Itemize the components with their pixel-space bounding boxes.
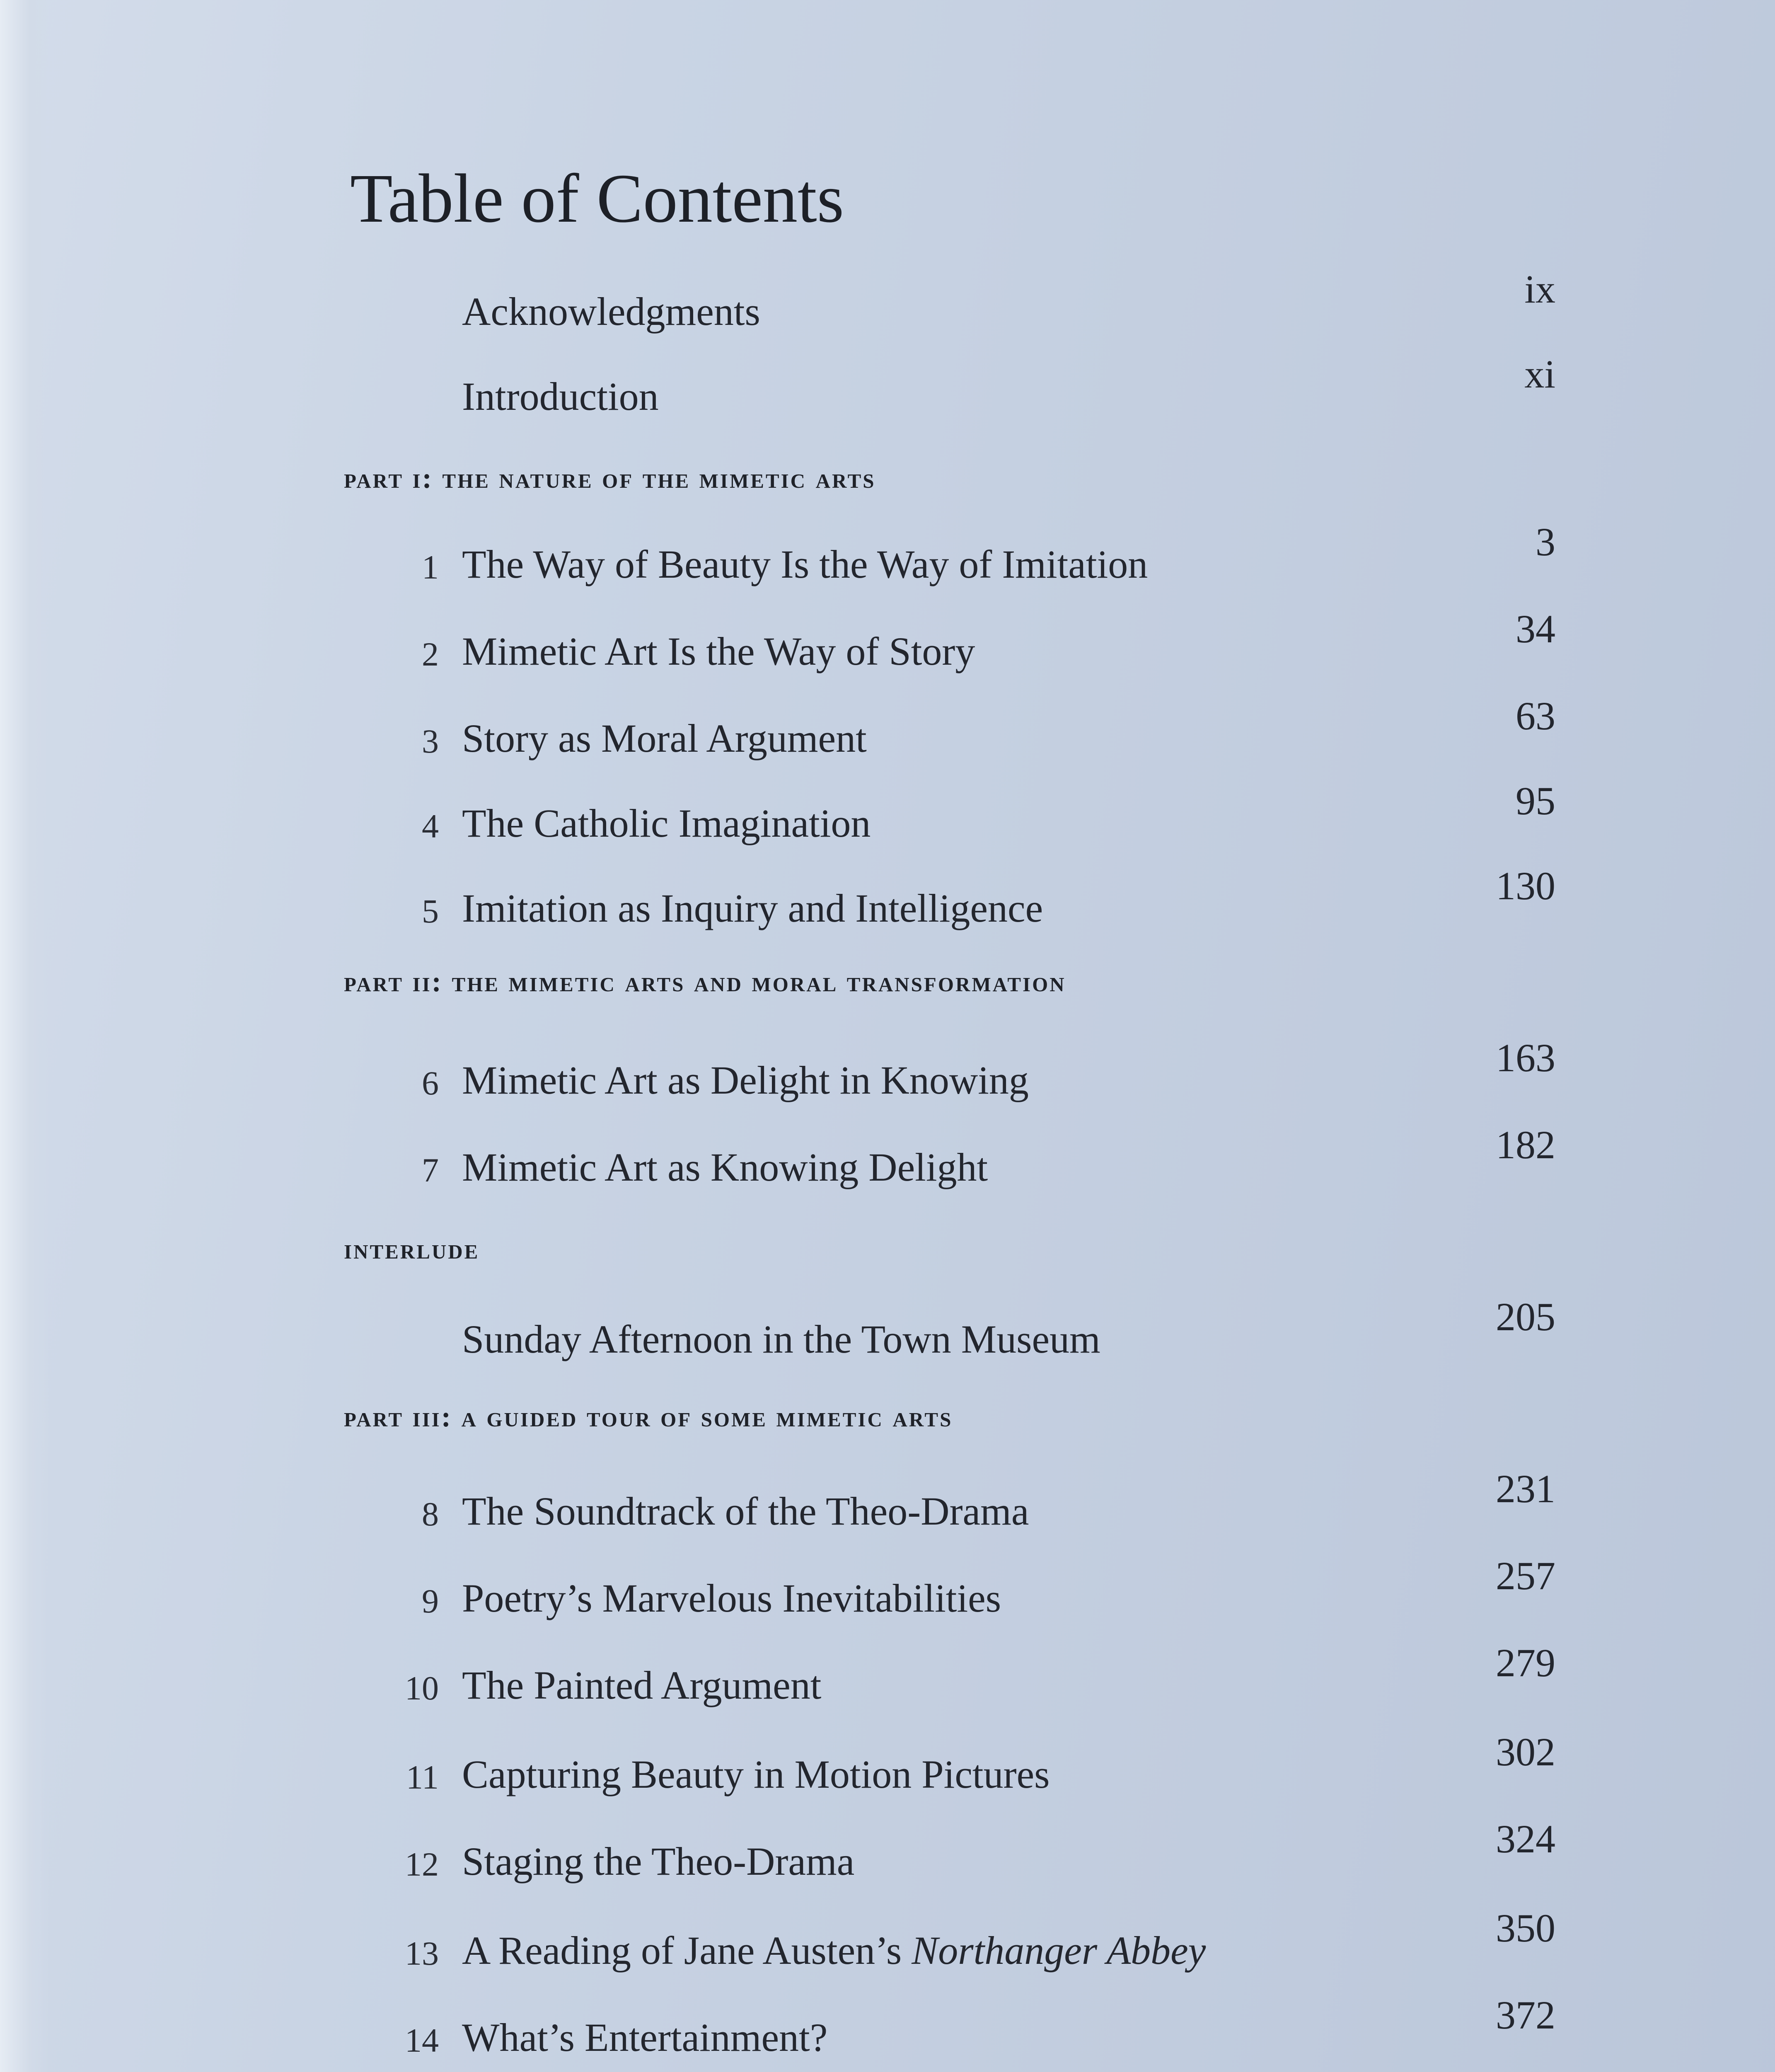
entry-page: 257 <box>1496 1554 1555 1598</box>
entry-title: Imitation as Inquiry and Intelligence <box>462 886 1043 930</box>
entry-title: Staging the Theo-Drama <box>462 1839 855 1883</box>
toc-entry <box>0 1807 1775 1894</box>
entry-page: 231 <box>1496 1467 1555 1511</box>
chapter-number: 3 <box>422 722 439 760</box>
entry-title: What’s Entertainment? <box>462 2015 828 2060</box>
toc-entry <box>0 1113 1775 1200</box>
part-heading: part iii: a guided tour of some mimetic arts <box>344 1401 953 1433</box>
toc-entry <box>0 684 1775 771</box>
chapter-number: 10 <box>405 1669 439 1707</box>
chapter-number: 14 <box>405 2021 439 2059</box>
chapter-number: 7 <box>422 1151 439 1189</box>
entry-title: Story as Moral Argument <box>462 716 867 760</box>
entry-page: 324 <box>1496 1817 1555 1861</box>
entry-page: 279 <box>1496 1641 1555 1685</box>
toc-entry <box>0 1544 1775 1631</box>
entry-page: 163 <box>1496 1036 1555 1080</box>
chapter-number: 9 <box>422 1582 439 1620</box>
chapter-number: 6 <box>422 1064 439 1102</box>
entry-title: Mimetic Art Is the Way of Story <box>462 629 975 673</box>
entry-title: The Way of Beauty Is the Way of Imitation <box>462 542 1148 586</box>
entry-page: 34 <box>1516 607 1555 651</box>
toc-entry-acknowledgments <box>0 257 1775 344</box>
entry-title <box>462 1928 1206 1973</box>
entry-page: 130 <box>1496 864 1555 908</box>
entry-title: Introduction <box>462 374 659 419</box>
entry-title: The Painted Argument <box>462 1663 822 1707</box>
entry-title: Mimetic Art as Delight in Knowing <box>462 1058 1029 1102</box>
entry-page: ix <box>1524 267 1555 311</box>
entry-page: 302 <box>1496 1730 1555 1774</box>
chapter-number: 5 <box>422 892 439 930</box>
toc-entry-introduction <box>0 342 1775 429</box>
toc-entry <box>0 854 1775 941</box>
entry-title: Capturing Beauty in Motion Pictures <box>462 1752 1050 1796</box>
entry-page: 372 <box>1496 1993 1555 2037</box>
entry-page: 95 <box>1516 779 1555 823</box>
chapter-number: 8 <box>422 1495 439 1533</box>
interlude-heading: interlude <box>344 1233 480 1265</box>
toc-entry <box>0 1983 1775 2070</box>
entry-page: 205 <box>1496 1295 1555 1339</box>
toc-entry <box>0 1896 1775 1983</box>
entry-page: 63 <box>1516 694 1555 738</box>
entry-title: Mimetic Art as Knowing Delight <box>462 1145 988 1189</box>
toc-entry <box>0 1631 1775 1718</box>
toc-entry <box>0 597 1775 684</box>
entry-title: Acknowledgments <box>462 289 760 334</box>
entry-title-text: A Reading of Jane Austen’s <box>462 1928 912 1973</box>
chapter-number: 11 <box>406 1758 439 1796</box>
toc-entry <box>0 1720 1775 1807</box>
entry-page: xi <box>1524 352 1555 396</box>
chapter-number: 13 <box>405 1934 439 1972</box>
part-heading: part ii: the mimetic arts and moral transformation <box>344 966 1066 998</box>
entry-page: 3 <box>1536 520 1555 564</box>
toc-entry <box>0 1285 1775 1372</box>
chapter-number: 12 <box>405 1845 439 1883</box>
chapter-number: 1 <box>422 548 439 586</box>
chapter-number: 2 <box>422 635 439 673</box>
entry-page: 350 <box>1496 1906 1555 1950</box>
toc-entry <box>0 1457 1775 1544</box>
part-heading: part i: the nature of the mimetic arts <box>344 462 876 494</box>
book-title-italic: Northanger Abbey <box>912 1928 1206 1973</box>
toc-entry <box>0 1026 1775 1113</box>
entry-title: Sunday Afternoon in the Town Museum <box>462 1317 1100 1361</box>
entry-title: Poetry’s Marvelous Inevitabilities <box>462 1576 1001 1620</box>
entry-title: The Catholic Imagination <box>462 801 871 845</box>
page-title: Table of Contents <box>350 160 844 237</box>
toc-entry <box>0 769 1775 856</box>
chapter-number: 4 <box>422 807 439 845</box>
toc-entry <box>0 510 1775 597</box>
entry-title: The Soundtrack of the Theo-Drama <box>462 1489 1029 1533</box>
entry-page: 182 <box>1496 1123 1555 1167</box>
